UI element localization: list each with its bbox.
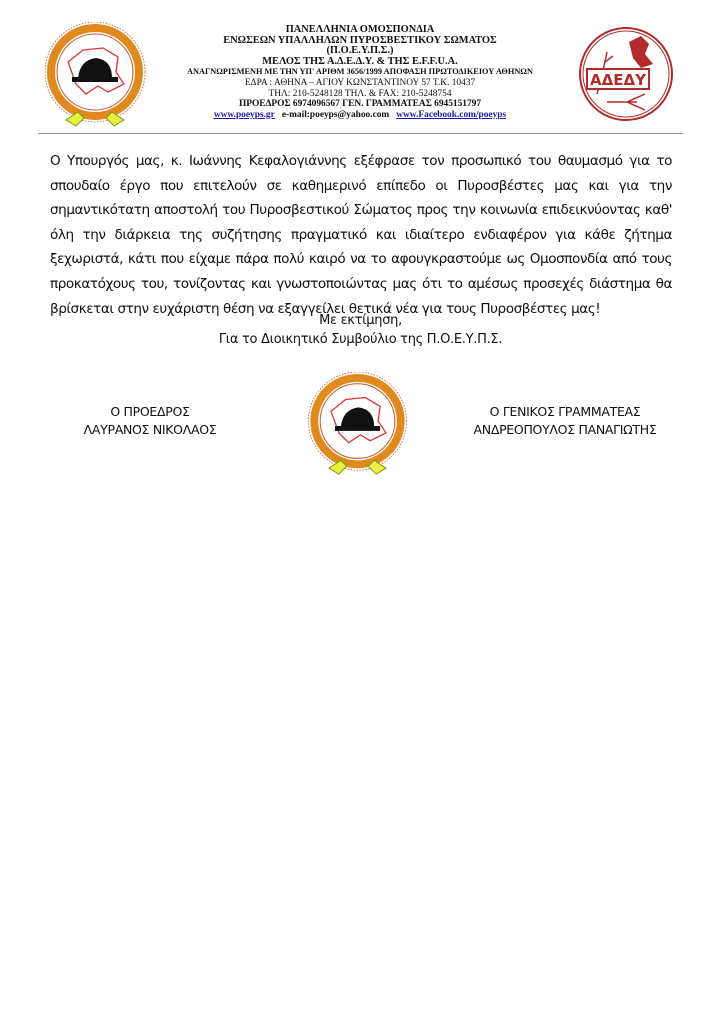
secretary-title: Ο ΓΕΝΙΚΟΣ ΓΡΑΜΜΑΤΕΑΣ [489,404,641,419]
poeyps-seal [298,372,418,480]
header-divider [38,133,683,134]
signature-secretary [455,403,675,439]
secretary-name: ΑΝΔΡΕΟΠΟΥΛΟΣ ΠΑΝΑΓΙΩΤΗΣ [473,422,657,437]
email-text: e-mail:poeyps@yahoo.com [281,109,390,120]
poeyps-logo [38,22,153,132]
header-line: ΠΑΝΕΛΛΗΝΙΑ ΟΜΟΣΠΟΝΔΙΑ [285,24,435,35]
svg-text:ΑΔΕΔΥ: ΑΔΕΔΥ [590,71,646,89]
president-title: Ο ΠΡΟΕΔΡΟΣ [110,404,190,419]
body-paragraph: Ο Υπουργός μας, κ. Ιωάννης Κεφαλογιάννης εξέφρασε τον προσωπικό του θαυμασμό για το σπουδαίο έργο που επιτελούν σε καθημερινό επίπεδο οι Πυροσβέστες μας και για την σημαντικότατη αποστολή του Πυροσβεστικού Σώματος προς την κοινωνία επιδεικνύοντας καθ' όλη την διάρκεια της συζήτησης πραγματικό και ιδιαίτερο ενδιαφέρον για κάθε ζήτημα ξεχωριστά, κάτι που είχαμε πάρα πολύ καιρό να το αφουγκραστούμε ως Ομοσπονδία από τους προκατόχους του, τονίζοντας και γνωστοποιώντας μας ότι το αμέσως προσεχές διάστημα θα βρίσκεται στην ευχάριστη θέση να εξαγγείλει θετικά νέα για τους Πυροσβέστες μας! [50,153,672,317]
adedy-logo [567,24,685,124]
website-link[interactable]: www.poeyps.gr [213,109,275,120]
closing-on-behalf: Για το Διοικητικό Συμβούλιο της Π.Ο.Ε.Υ.Π.Σ. [218,332,503,347]
letterhead [150,25,570,120]
president-name: ΛΑΥΡΑΝΟΣ ΝΙΚΟΛΑΟΣ [83,422,217,437]
header-line: ΠΡΟΕΔΡΟΣ 6974096567 ΓΕΝ. ΓΡΑΜΜΑΤΕΑΣ 6945151797 [238,99,482,110]
header-line: (Π.Ο.Ε.Υ.Π.Σ.) [326,45,394,57]
closing-regards: Με εκτίμηση, [319,313,402,328]
header-line: ΑΝΑΓΝΩΡΙΣΜΕΝΗ ΜΕ ΤΗΝ ΥΠ' ΑΡΙΘΜ 3656/1999 ΑΠΟΦΑΣΗ ΠΡΩΤΟΔΙΚΕΙΟΥ ΑΘΗΝΩΝ [187,67,533,77]
header-line: ΤΗΛ: 210-5248128 ΤΗΛ. & FAX: 210-5248754 [268,88,452,99]
header-line: ΜΕΛΟΣ ΤΗΣ Α.Δ.Ε.Δ.Υ. & ΤΗΣ E.F.F.U.A. [262,55,458,67]
header-line: ΕΔΡΑ : ΑΘΗΝΑ – ΑΓΙΟΥ ΚΩΝΣΤΑΝΤΙΝΟΥ 57 Τ.Κ. 10437 [244,77,476,88]
header-line: ΕΝΩΣΕΩΝ ΥΠΑΛΛΗΛΩΝ ΠΥΡΟΣΒΕΣΤΙΚΟΥ ΣΩΜΑΤΟΣ [223,34,497,46]
facebook-link[interactable]: www.Facebook.com/poeyps [396,109,507,120]
signature-president [60,403,240,439]
